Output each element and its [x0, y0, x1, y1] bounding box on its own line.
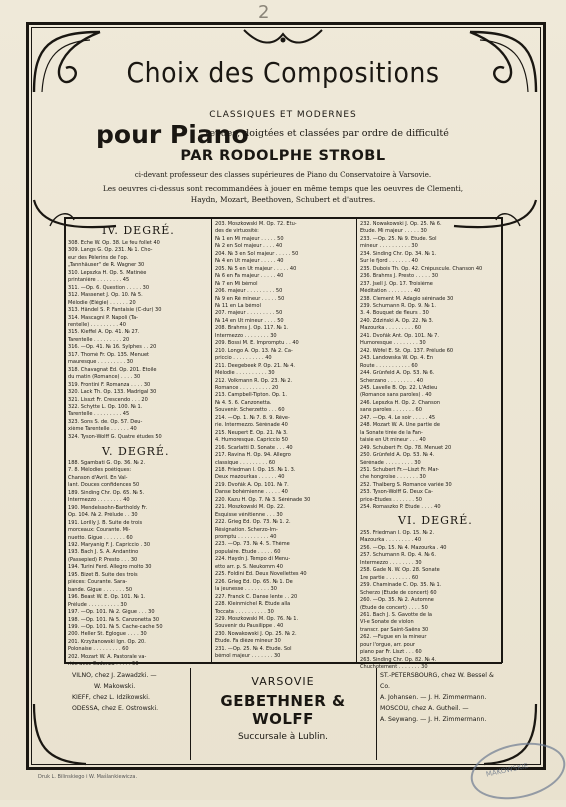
catalog-entry: 315. Kieffel A. Op. 41. № 27.	[68, 329, 140, 336]
catalog-entry: 227. Franck C. Danse lente . . 20	[215, 593, 298, 600]
printer-credit: Druk L. Bilinskiego i W. Maślankiewicza.	[38, 774, 138, 780]
catalog-entry: 237. Jsell J. Op. 17. Troisième	[360, 280, 433, 287]
recommendation-line-2: Haydn, Mozart, Beethoven, Schubert et d'autres.	[190, 195, 376, 204]
catalog-entry: 221. Moszkowski M. Op. 22.	[215, 504, 285, 511]
catalog-entry: etto arr. p. S. Neukomm 40	[215, 563, 283, 570]
pencil-mark: 2	[258, 2, 270, 23]
catalog-entry: Souvenir. Scherzetto . . . 60	[215, 407, 285, 414]
catalog-entry: 238. Clement M. Adagio sérénade 30	[360, 295, 454, 302]
catalog-entry: 258. Gade N. W. Op. 28. Sonate	[360, 567, 440, 574]
catalog-entry: 235. Dubois Th. Op. 42. Crépuscule. Chanson 40	[360, 265, 483, 272]
catalog-entry: 250. Grünfeld A. Op. 53. № 4.	[360, 452, 435, 459]
catalog-entry: 204. № 3 en Sol majeur . . . . . 50	[215, 250, 299, 257]
catalog-entry: la Sonate tirée de la Fan-	[360, 429, 423, 436]
catalog-entry: 259. Chaminade C. Op. 35. № 1.	[360, 582, 442, 589]
catalog-entry: Route . . . . . . . . . . . 60	[360, 362, 418, 369]
catalog-entry: 252. Thalberg S. Romance variée 30	[360, 481, 452, 488]
footer-left-agents	[72, 670, 188, 714]
catalog-entry: des de virtuosité:	[215, 228, 259, 235]
catalog-entry: № 6 en Fa majeur . . . . . 40	[215, 273, 284, 280]
catalog-entry: 255. Friedman I. Op. 15. № 2.	[360, 530, 435, 536]
catalog-entry: 240. Zdziński A. Op. 22. № 3.	[360, 317, 434, 324]
catalog-entry: Résignation. Scherzo-Im-	[215, 526, 278, 533]
catalog-entry: 211. Deegebeek P. Op. 21. № 4.	[215, 362, 296, 369]
catalog-column-3a	[360, 221, 498, 512]
catalog-entry: 321. Lisszt Fr. Crescendo . . . 20	[68, 396, 148, 403]
catalog-entry: 236. Brahms J. Presto . . . . . 30	[360, 273, 439, 280]
catalog-entry: classique . . . . . . . . . 60	[215, 459, 276, 466]
column-divider-right	[501, 217, 503, 663]
catalog-entry: 249. Schubert Fr. Op. 78. Menuet 20	[360, 444, 452, 451]
catalog-entry: 319. Frontini F. Romanza . . . . 30	[68, 381, 151, 388]
footer-right-agents	[380, 670, 504, 725]
catalog-entry: (Romance sans paroles) . 40	[360, 392, 432, 399]
catalog-entry: Mazourka . . . . . . . . . 60	[360, 325, 422, 332]
catalog-entry: Tarentelle . . . . . . . . . 45	[68, 411, 130, 418]
catalog-entry: 189. Sinding Chr. Op. 65. № 5.	[68, 489, 145, 496]
catalog-entry: 229. Moszkowski M. Op. 76. № 1.	[215, 616, 299, 623]
catalog-entry: 311. —Op. 6. Question . . . . . 30	[68, 284, 150, 291]
catalog-entry: 246. Lepszka H. Op. 2. Chanson	[360, 399, 441, 406]
agent-line: A. Johansen. — J. H. Zimmermann.	[380, 694, 487, 701]
catalog-entry: 219. Dvořák A. Op. 101. № 7.	[215, 481, 289, 488]
catalog-entry: 200. Heller St. Eglogue . . . . 30	[68, 631, 147, 638]
catalog-entry: 226. Grieg Ed. Op. 65. № 1. De	[215, 578, 293, 585]
catalog-entry: 260. —Op. 35. № 2. Automne	[360, 597, 434, 604]
catalog-entry: promptu . . . . . . . . . . 40	[215, 534, 277, 541]
catalog-entry: pour l'orgue, arr. pour	[360, 641, 415, 648]
publisher-name: GEBETHNER & WOLFF	[220, 692, 346, 728]
catalog-entry: 202. Mozart W. A. Pastorale va-	[68, 653, 147, 660]
catalog-entry: Intermezzo . . . . . . . . 30	[360, 559, 422, 566]
catalog-entry: 222. Grieg Ed. Op. 73. № 1. 2.	[215, 519, 291, 526]
agent-line: W. Makowski.	[94, 683, 136, 690]
catalog-entry: Sérénade . . . . . . . . . 30	[360, 459, 421, 466]
catalog-entry: 318. Chavagnat Ed. Op. 201. Etoile	[68, 366, 157, 373]
catalog-entry: 207. majeur . . . . . . . . . 50	[215, 310, 283, 317]
catalog-entry: № 9 en Ré mineur . . . . . 50	[215, 295, 285, 302]
catalog-entry: 251. Schubert Fr.—Liszt Fr. Mar-	[360, 466, 439, 473]
catalog-entry: nuetto. Gigue . . . . . . . 60	[68, 534, 133, 541]
catalog-entry: Intermezzo . . . . . . . . 40	[68, 497, 130, 504]
catalog-entry: 248. Mozart W. A. Une partie de	[360, 422, 440, 429]
catalog-entry: Mazourka . . . . . . . . . 40	[360, 537, 422, 544]
catalog-entry: Scherzano . . . . . . . . . 40	[360, 377, 424, 384]
catalog-entry: mineur . . . . . . . . . . 30	[360, 243, 418, 250]
catalog-entry: 194. Turini Ferd. Allegro molto 30	[68, 564, 152, 571]
catalog-entry: riée avec Cadenza . . . . . 50	[68, 661, 139, 668]
recommendation-line-1: Les oeuvres ci-dessus sont recommandées à jouer en même temps que les oeuvres de Clementi,	[102, 184, 464, 193]
catalog-entry: transcr. par Saint-Saëns 30	[360, 626, 429, 633]
catalog-entry: 244. Grünfeld A. Op. 53. № 6.	[360, 370, 435, 377]
catalog-entry: 197. —Op. 101. № 2. Gigue . . . 30	[68, 609, 155, 616]
catalog-entry: № 2 en Sol majeur . . . . 40	[215, 243, 283, 250]
catalog-entry: 223. —Op. 73. № 4. 5. Thème	[215, 541, 290, 548]
catalog-entry: 243. Landowska W. Op. 4. En	[360, 355, 434, 362]
degree-heading-v: V. DEGRÉ.	[102, 445, 170, 458]
catalog-entry: printanière . . . . . . . . 45	[68, 277, 130, 284]
catalog-entry: sans paroles . . . . . . . 60	[360, 407, 422, 414]
footer-divider-2	[376, 668, 377, 760]
catalog-entry: mauresque . . . . . . . . . 30	[68, 359, 134, 366]
catalog-entry: Intermezzo . . . . . . . . 30	[215, 332, 277, 339]
catalog-entry: 199. —Op. 101. № 5. Cache-cache 50	[68, 623, 163, 630]
subtitle: CLASSIQUES ET MODERNES	[209, 110, 357, 120]
catalog-entry: 256. —Op. 15. № 4. Mazourka . 40	[360, 544, 447, 551]
catalog-entry: Scherzo (Etude de concert) 60	[360, 589, 437, 596]
catalog-entry: 310. Lepszka H. Op. 5. Matinée	[68, 269, 147, 276]
catalog-entry: 314. Mascagni P. Napoli (Ta-	[68, 314, 138, 321]
degree-heading-vi: VI. DEGRÉ.	[398, 514, 473, 527]
catalog-entry: 261. Bach J. S. Gavotte de la	[360, 611, 433, 618]
catalog-entry: 320. Lack Th. Op. 133. Madrigal 30	[68, 389, 157, 396]
catalog-entry: 217. Ravina H. Op. 94. Allegro	[215, 452, 291, 459]
catalog-entry: lant. Douces confidences 50	[68, 482, 140, 489]
instrument-title: pour Piano	[96, 120, 249, 149]
footer-divider-1	[190, 668, 191, 760]
catalog-entry: 312. Massenet J. Op. 10. № 5.	[68, 292, 143, 299]
agent-line: ODESSA, chez E. Ostrowski.	[72, 705, 159, 712]
catalog-entry: Souvenir du Pausilippe . 40	[215, 623, 284, 630]
catalog-entry: 213. Campbell-Tipton. Op. 1.	[215, 392, 287, 399]
catalog-entry: 262. —Fugue en la mineur	[360, 634, 427, 641]
catalog-entry: Mélodie (Elégie) . . . . . . 20	[68, 299, 136, 306]
catalog-entry: 214. —Op. 1. № 7. 8. 9. Rêve-	[215, 414, 290, 421]
catalog-entry: 210. Longo A. Op. 13. № 2. Ca-	[215, 347, 293, 354]
catalog-entry: rie. Intermezzo. Sérénade 40	[215, 422, 288, 429]
stamp-text: MAKOWSKIE	[485, 761, 529, 779]
agent-line: MOSCOU, chez A. Gutheil. —	[380, 705, 469, 712]
catalog-entry: Chuchotement . . . . . . . 30	[360, 664, 428, 671]
catalog-column-1a	[68, 240, 208, 441]
catalog-entry: Esquisse vénitienne . . . 30	[215, 511, 283, 518]
catalog-entry: Humoresque . . . . . . . . 30	[360, 340, 426, 347]
catalog-entry: 247. —Op. 4. Le soir . . . . . 45	[360, 414, 436, 421]
catalog-entry: 233. —Op. 25. № 9. Etude. Sol	[360, 235, 437, 242]
catalog-entry: № 1 en Mi majeur . . . . . 50	[215, 235, 284, 242]
catalog-entry: 216. Scarlatti D. Sonate . . . 40	[215, 444, 293, 451]
catalog-entry: Toccata . . . . . . . . . . 30	[215, 608, 274, 615]
publisher-branch: Succursale à Lublin.	[237, 732, 329, 742]
catalog-entry: 239. Schumann R. Op. 9. № 1.	[360, 302, 436, 309]
edition-note: revues, doigtées et classées par ordre de difficulté	[205, 128, 449, 139]
catalog-entry: 201. Krzyžanowski Ign. Op. 20.	[68, 638, 146, 645]
column-divider-1	[211, 217, 212, 663]
catalog-entry: 322. Schytte L. Op. 100. № 1.	[68, 403, 143, 410]
catalog-entry: 1re partie . . . . . . . . 60	[360, 574, 419, 581]
catalog-entry: 241. Dvořák Ant. Op. 101. № 7.	[360, 332, 439, 339]
publisher-city: VARSOVIE	[251, 675, 315, 688]
agent-line: ST.-PETERSBOURG, chez W. Bessel & Co.	[380, 672, 494, 690]
catalog-entry: 192. Maryanig F. J. Capriccio . 30	[68, 541, 151, 548]
catalog-entry: 7. 8. Mélodies poétiques:	[68, 467, 132, 474]
agent-line: KIEFF, chez L. Idzikowski.	[72, 694, 150, 701]
catalog-entry: 245. Lavelle B. Op. 22. L'Adieu	[360, 384, 438, 391]
catalog-entry: Etude. Mi majeur . . . . . 30	[360, 228, 427, 235]
column-divider-2	[356, 217, 357, 663]
catalog-entry: № 14 en Ut mineur . . . . 50	[215, 317, 284, 324]
catalog-entry: taisie en Ut mineur . . . 40	[360, 437, 426, 444]
catalog-top-rule	[64, 217, 502, 219]
catalog-entry: Romance . . . . . . . . . . 20	[215, 384, 279, 391]
catalog-entry: 188. Sgambati G. Op. 36. № 2.	[68, 460, 146, 466]
catalog-entry: Polonaise . . . . . . . . . 60	[68, 646, 129, 653]
page-title: Choix des Compositions	[126, 56, 440, 89]
catalog-entry: 193. Bach J. S. A. Andantino	[68, 549, 139, 556]
catalog-entry: 215. Neupert E. Op. 21. № 3.	[215, 429, 288, 436]
catalog-entry: № 4. 5. 6. Canzonetta.	[215, 399, 272, 406]
catalog-entry: 231. —Op. 25. № 4. Etude. Sol	[215, 645, 292, 652]
catalog-entry: Mélodie . . . . . . . . . . 30	[215, 370, 275, 377]
catalog-entry: 196. Beast W. E. Op. 101. № 1.	[68, 594, 146, 601]
catalog-entry: (Etude de concert) . . . . 50	[360, 604, 428, 611]
catalog-entry: 242. Wöfel E. St. Op. 137. Prélude 60	[360, 347, 454, 354]
catalog-entry: du matin (Romance) . . . . 30	[68, 374, 141, 381]
catalog-entry: 195. Bizet B. Suite des trois	[68, 571, 138, 578]
ornament-top-center	[240, 26, 326, 50]
catalog-entry: eur des Pèlerins de l'op.	[68, 254, 129, 261]
recommendation-note	[0, 183, 566, 205]
catalog-entry: bande. Gigue . . . . . . . 50	[68, 586, 133, 593]
catalog-entry: 317. Thomé Fr. Op. 135. Menuet	[68, 351, 150, 358]
catalog-entry: 263. Sinding Chr. Op. 82. № 4.	[360, 656, 437, 663]
catalog-entry: 191. Lorilly J. B. Suite de trois	[68, 519, 143, 526]
catalog-entry: 209. Bossi M. E. Impromptu . . 40	[215, 340, 299, 347]
catalog-entry: 212. Volkmann R. Op. 23. № 2.	[215, 377, 293, 384]
catalog-entry: Op. 104. № 2. Prélude . . 30	[68, 512, 138, 519]
catalog-entry: 198. —Op. 101. № 5. Canzonetta 30	[68, 616, 160, 623]
catalog-entry: 224. Haydn J. Tempo di Menu-	[215, 556, 291, 563]
catalog-entry: № 11 en La bémol	[215, 302, 261, 309]
catalog-entry: che hongroise . . . . . . . 30	[360, 474, 426, 481]
catalog-entry: morceaux: Courante. Mi-	[68, 527, 131, 534]
catalog-entry: 218. Friedman I. Op. 15. № 1. 3.	[215, 466, 296, 473]
catalog-entry: 324. Tyson-Wolff G. Quatre études 50	[68, 433, 162, 440]
editor-credentials: ci-devant professeur des classes supérieures de Piano du Conservatoire à Varsovie.	[134, 171, 432, 179]
catalog-entry: Sur le fjord . . . . . . . 40	[360, 258, 418, 265]
agent-line: A. Seywang. — J. H. Zimmermann.	[380, 716, 487, 723]
catalog-entry: priccio . . . . . . . . . . 40	[215, 355, 272, 362]
catalog-entry: 309. Langs G. Op. 231. № 1. Cho-	[68, 247, 153, 254]
catalog-entry: 4. Humoresque. Capriccio 50	[215, 437, 288, 444]
catalog-entry: Deux mazourkas . . . . . . 40	[215, 474, 285, 481]
catalog-entry: 257. Schumann R. Op. 4. № 6.	[360, 552, 436, 559]
catalog-entry: rentelle) . . . . . . . . . 40	[68, 321, 126, 328]
catalog-column-1b	[68, 460, 208, 669]
catalog-entry: 205. № 5 en Ut majeur . . . . . 40	[215, 265, 297, 272]
catalog-entry: 208. Brahms J. Op. 117. № 1.	[215, 325, 289, 332]
catalog-entry: Danse bohémienne . . . . . 40	[215, 489, 288, 496]
catalog-entry: 228. Kleinmichel R. Etude alla	[215, 601, 291, 608]
catalog-entry: pièces: Courante. Sara-	[68, 579, 128, 586]
catalog-entry: 254. Romaszko P. Etude . . . . 40	[360, 504, 441, 511]
catalog-entry: populaire. Etude . . . . . 60	[215, 548, 281, 555]
catalog-entry: 234. Sinding Chr. Op. 34. № 1.	[360, 250, 437, 257]
catalog-entry: 253. Tyson-Wolff G. Deux Ca-	[360, 489, 433, 496]
catalog-entry: price-Etudes . . . . . . . 50	[360, 496, 422, 503]
catalog-entry: 206. majeur . . . . . . . . . 50	[215, 288, 283, 295]
catalog-entry: 190. Mendelssohn-Bartholdy Fr.	[68, 504, 148, 511]
catalog-entry: 230. Nowakowski J. Op. 25. № 2.	[215, 630, 297, 637]
catalog-entry: VI-e Sonate de violon	[360, 619, 414, 626]
catalog-entry: xième Tarentelle . . . . . . 40	[68, 426, 137, 433]
catalog-column-3b	[360, 530, 498, 672]
agent-line: VILNO, chez J. Zawadzki. —	[72, 672, 157, 679]
catalog-column-2	[215, 221, 353, 661]
catalog-entry: 203. Moszkowski M. Op. 72. Etu-	[215, 221, 297, 227]
catalog-entry: Prélude . . . . . . . . . . 30	[68, 601, 127, 608]
catalog-entry: Tarentelle . . . . . . . . . 20	[68, 336, 130, 343]
publisher-block	[196, 675, 370, 742]
catalog-entry: (Passepied) P. Presto . . . 30	[68, 556, 138, 563]
catalog-entry: Méditation . . . . . . . . 40	[360, 288, 421, 295]
catalog-entry: 225. Foldini Ed. Deux Novellettes 40	[215, 571, 307, 578]
catalog-entry: 316. —Op. 41. № 16. Sylphes . . 20	[68, 344, 157, 351]
catalog-entry: № 7 en Mi bémol	[215, 280, 258, 287]
catalog-entry: 323. Sons S. de. Op. 57. Deu-	[68, 418, 143, 425]
catalog-entry: piano par Fr. Liszt . . . 60	[360, 649, 422, 656]
catalog-entry: 232. Nowakowski J. Op. 25. № 6.	[360, 221, 442, 227]
catalog-entry: Chanson d'Avril. En Val-	[68, 474, 128, 481]
catalog-entry: 3. 4. Bouquet de fleurs . 30	[360, 310, 429, 317]
catalog-entry: la jeunesse . . . . . . . . 30	[215, 586, 277, 593]
catalog-entry: „Tannhäuser" de R. Wagner 30	[68, 262, 145, 269]
column-divider-left	[64, 217, 66, 663]
catalog-entry: 313. Händel S. P. Fantaisie (C-dur) 30	[68, 307, 162, 314]
degree-heading-iv: IV. DEGRÉ.	[102, 224, 175, 237]
catalog-entry: Etude. Fa dièze mineur 30	[215, 638, 281, 645]
catalog-entry: 308. Eche W. Op. 38. Le feu follet 40	[68, 240, 160, 246]
catalog-entry: № 4 en Ut majeur . . . . . 40	[215, 258, 284, 265]
catalog-entry: bémol majeur . . . . . . . 30	[215, 653, 281, 660]
editor-name: PAR RODOLPHE STROBL	[180, 148, 386, 164]
catalog-entry: 220. Kazu H. Op. 7. № 3. Sérénade 30	[215, 496, 311, 503]
